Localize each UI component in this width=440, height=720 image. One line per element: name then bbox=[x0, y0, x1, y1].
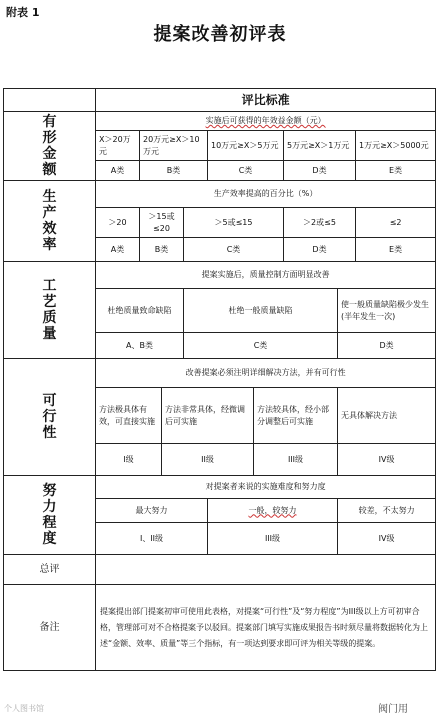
amount-grade-cell: D类 bbox=[284, 161, 356, 181]
category-quality: 工 艺 质 量 bbox=[4, 262, 96, 359]
watermark-text: 个人图书馆 bbox=[4, 704, 44, 713]
effort-item-cell: 一般，较努力 bbox=[208, 499, 338, 523]
quality-description: 提案实施后，质量控制方面明显改善 bbox=[96, 262, 436, 289]
effort-grade-cell: IV级 bbox=[338, 523, 436, 555]
page-title: 提案改善初评表 bbox=[153, 24, 287, 45]
effort-item-cell: 较差，不太努力 bbox=[338, 499, 436, 523]
category-efficiency: 生 产 效 率 bbox=[4, 181, 96, 262]
general-label: 总评 bbox=[4, 555, 96, 585]
efficiency-grade-cell: B类 bbox=[140, 238, 184, 262]
amount-grade-cell: A类 bbox=[96, 161, 140, 181]
feasibility-item-cell: 无具体解决方法 bbox=[338, 388, 436, 444]
efficiency-grade-cell: A类 bbox=[96, 238, 140, 262]
standard-header: 评比标准 bbox=[96, 89, 436, 112]
quality-item-cell: 杜绝质量致命缺陷 bbox=[96, 289, 184, 333]
quality-grade-cell: C类 bbox=[184, 333, 338, 359]
feasibility-grade-cell: I级 bbox=[96, 444, 162, 476]
attachment-label: 附表 1 bbox=[6, 6, 40, 19]
effort-grade-cell: III级 bbox=[208, 523, 338, 555]
amount-range-cell: X＞20万元 bbox=[96, 131, 140, 161]
amount-range-cell: 10万元≥X＞5万元 bbox=[208, 131, 284, 161]
efficiency-grade-cell: E类 bbox=[356, 238, 436, 262]
evaluation-table bbox=[3, 88, 436, 671]
category-amount: 有 形 金 额 bbox=[4, 112, 96, 181]
effort-item-cell: 最大努力 bbox=[96, 499, 208, 523]
remarks-text: 提案提出部门提案初审可使用此表格，对提案“可行性”及“努力程度”为III级以上方可初审合格，管理部可对不合格提案予以驳回。提案部门填写实施成果报告书时须尽量将数据转化为上述“金额、效率、质量”等三个指标，有一项达到要求即可评为相关等级的提案。 bbox=[96, 585, 436, 671]
quality-item-cell: 杜绝一般质量缺陷 bbox=[184, 289, 338, 333]
effort-description: 对提案者来说的实施难度和努力度 bbox=[96, 476, 436, 499]
category-feasibility: 可 行 性 bbox=[4, 359, 96, 476]
efficiency-grade-cell: D类 bbox=[284, 238, 356, 262]
category-effort: 努 力 程 度 bbox=[4, 476, 96, 555]
quality-grade-cell: D类 bbox=[338, 333, 436, 359]
amount-grade-cell: B类 bbox=[140, 161, 208, 181]
feasibility-grade-cell: II级 bbox=[162, 444, 254, 476]
amount-range-cell: 20万元≥X＞10万元 bbox=[140, 131, 208, 161]
feasibility-item-cell: 方法极具体有效，可直接实施 bbox=[96, 388, 162, 444]
remarks-label: 备注 bbox=[4, 585, 96, 671]
amount-range-cell: 1万元≥X＞5000元 bbox=[356, 131, 436, 161]
amount-description: 实施后可获得的年效益金额（元） bbox=[96, 112, 436, 131]
general-value-cell bbox=[96, 555, 436, 585]
efficiency-range-cell: ＞2或≤5 bbox=[284, 208, 356, 238]
effort-grade-cell: I、II级 bbox=[96, 523, 208, 555]
feasibility-description: 改善提案必须注明详细解决方法，并有可行性 bbox=[96, 359, 436, 388]
efficiency-range-cell: ＞5或≤15 bbox=[184, 208, 284, 238]
quality-grade-cell: A、B类 bbox=[96, 333, 184, 359]
feasibility-grade-cell: III级 bbox=[254, 444, 338, 476]
quality-item-cell: 使一般质量缺陷极少发生(半年发生一次) bbox=[338, 289, 436, 333]
efficiency-range-cell: ＞20 bbox=[96, 208, 140, 238]
feasibility-item-cell: 方法非常具体，经微调后可实施 bbox=[162, 388, 254, 444]
amount-range-cell: 5万元≥X＞1万元 bbox=[284, 131, 356, 161]
efficiency-grade-cell: C类 bbox=[184, 238, 284, 262]
amount-grade-cell: E类 bbox=[356, 161, 436, 181]
brand-text: 阀门用 bbox=[378, 704, 408, 715]
efficiency-range-cell: ≤2 bbox=[356, 208, 436, 238]
efficiency-range-cell: ＞15或≤20 bbox=[140, 208, 184, 238]
efficiency-description: 生产效率提高的百分比（%） bbox=[96, 181, 436, 208]
feasibility-grade-cell: IV级 bbox=[338, 444, 436, 476]
feasibility-item-cell: 方法较具体，经小部分调整后可实施 bbox=[254, 388, 338, 444]
amount-grade-cell: C类 bbox=[208, 161, 284, 181]
